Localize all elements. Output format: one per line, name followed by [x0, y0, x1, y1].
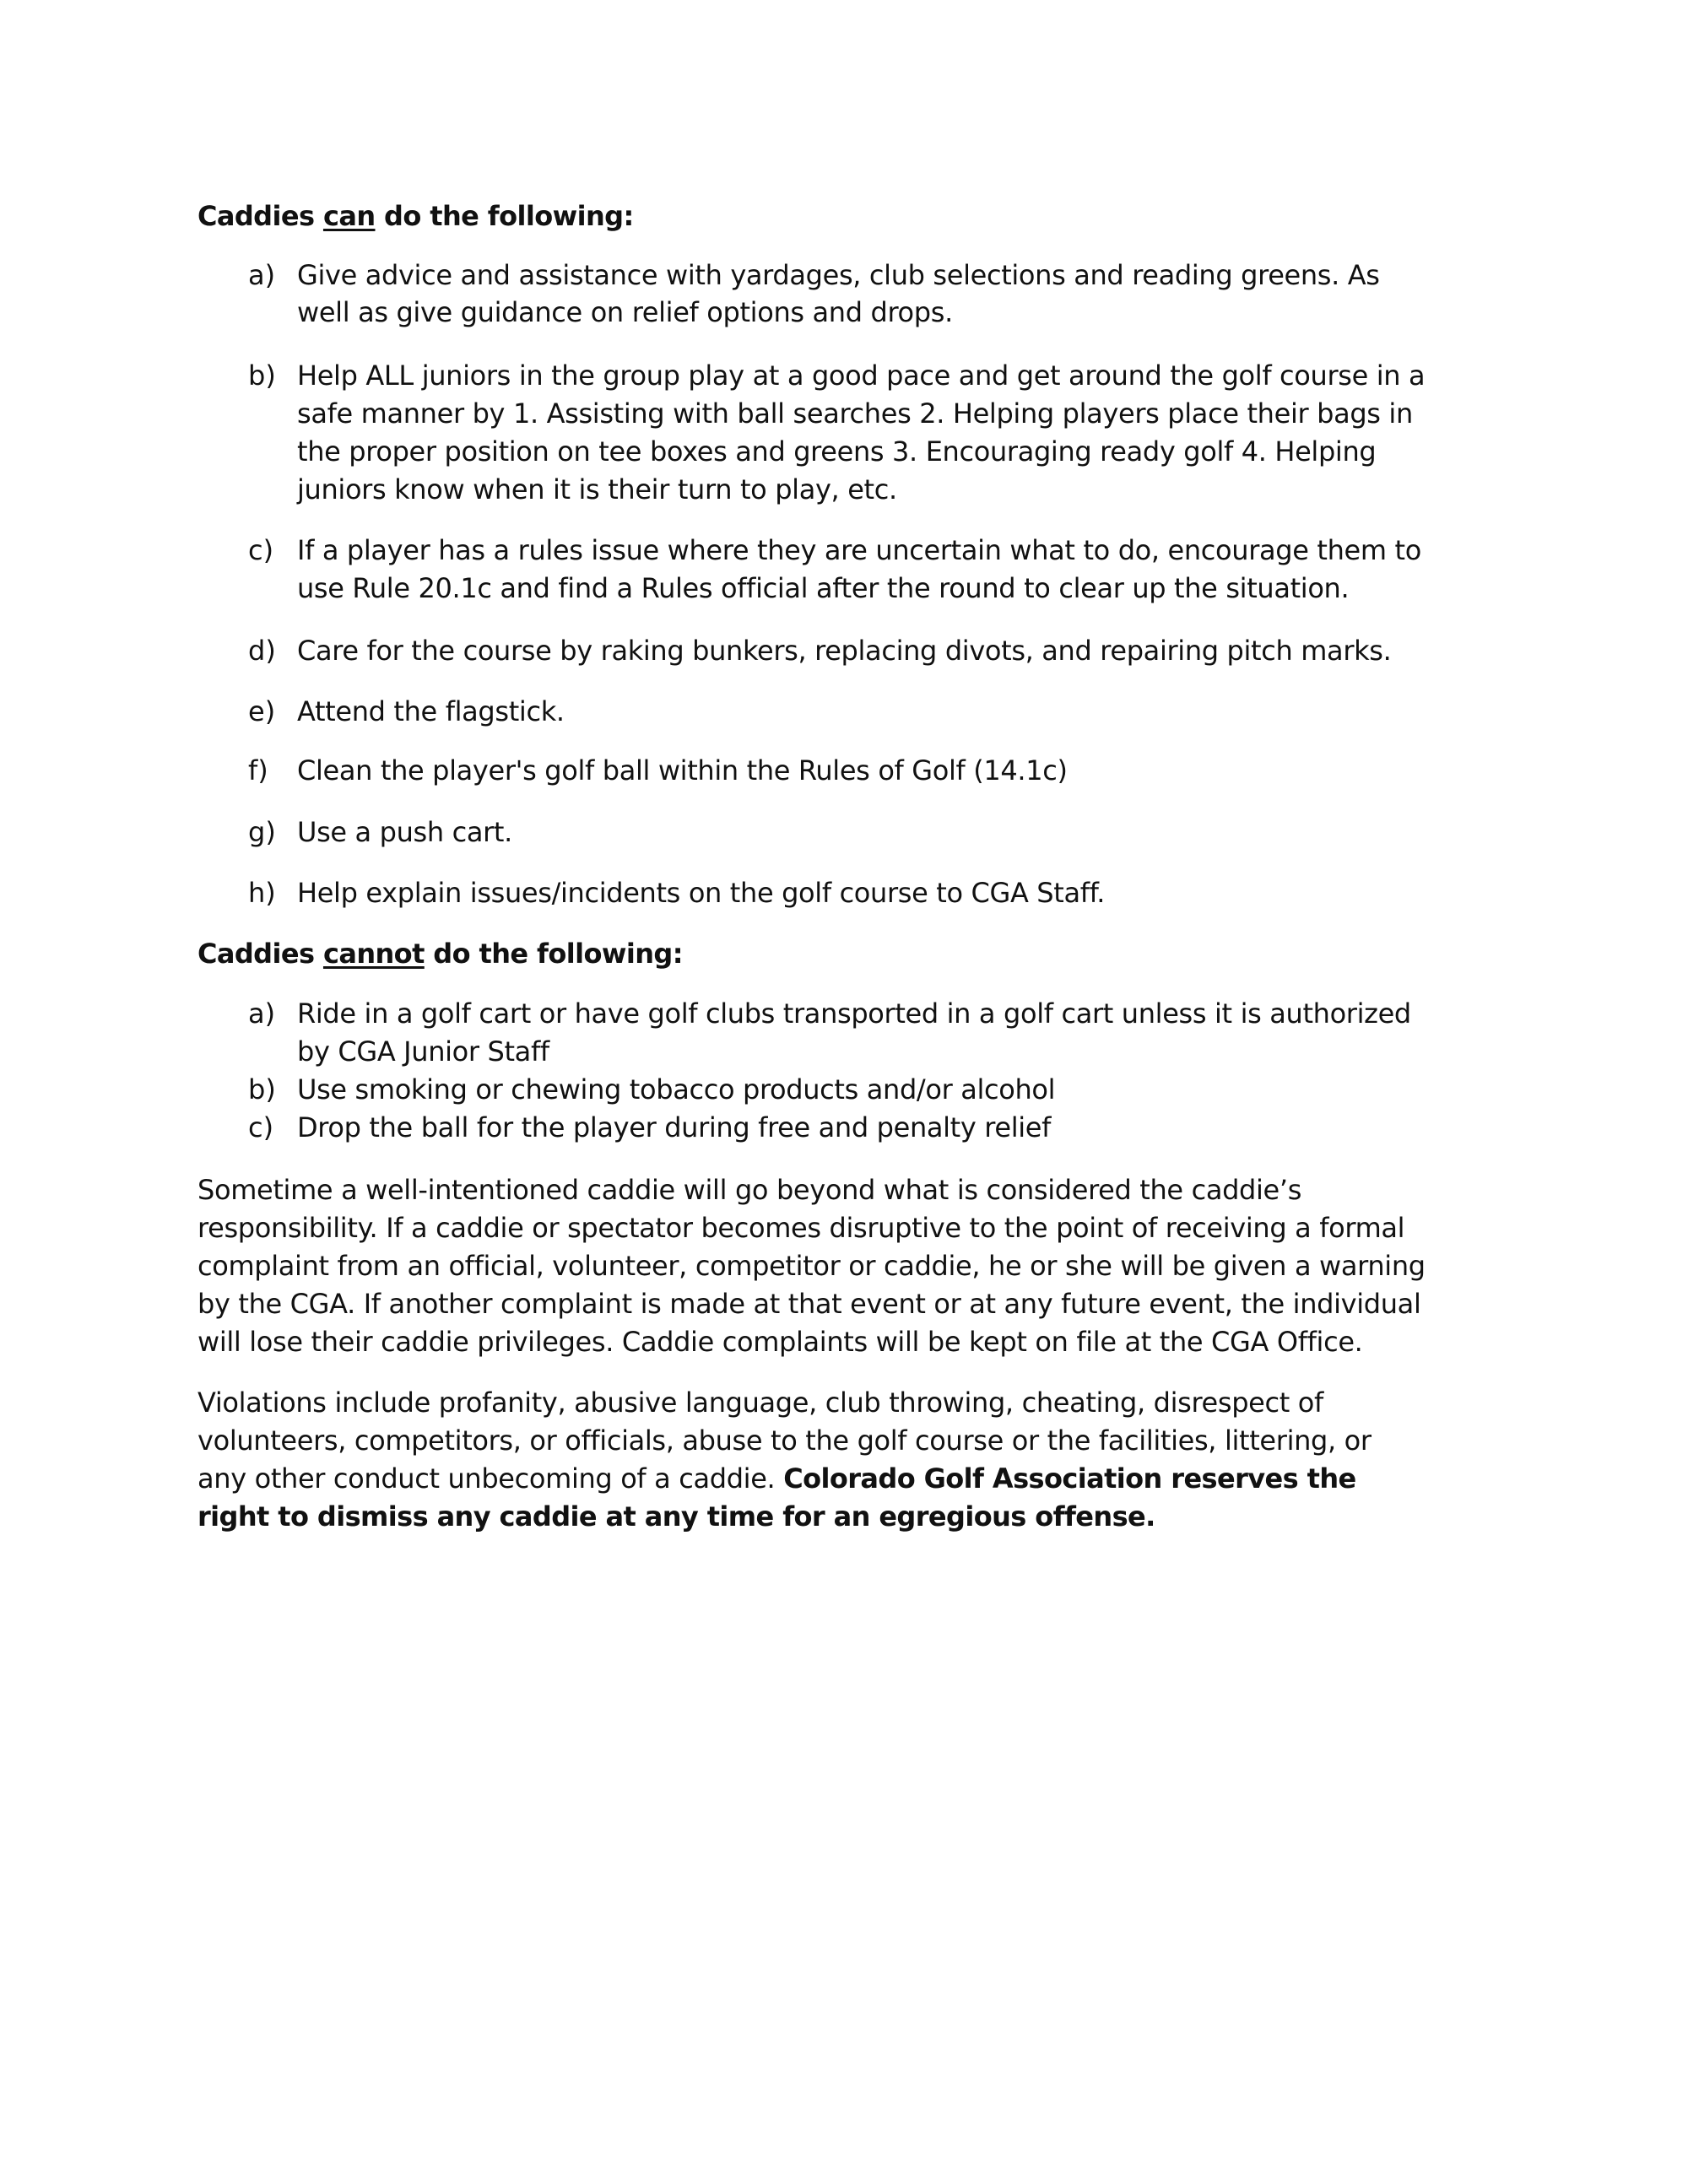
can-section-heading [197, 197, 634, 235]
list-item-line: juniors know when it is their turn to play, etc. [297, 473, 897, 505]
list-item-line: Help ALL juniors in the group play at a good pace and get around the golf course in a [297, 359, 1426, 392]
list-marker: e) [248, 695, 276, 727]
list-item-line: Ride in a golf cart or have golf clubs transported in a golf cart unless it is authorized [297, 997, 1411, 1030]
list-marker: c) [248, 1111, 274, 1143]
heading-emphasis-cannot: cannot [322, 938, 425, 970]
list-item-line: use Rule 20.1c and find a Rules official after the round to clear up the situation. [297, 572, 1350, 604]
cga-reserves-right-statement: Colorado Golf Association reserves the [783, 1462, 1356, 1495]
list-item-line: the proper position on tee boxes and greens 3. Encouraging ready golf 4. Helping [297, 435, 1377, 468]
list-marker: b) [248, 359, 276, 392]
list-marker: f) [248, 754, 268, 787]
list-marker: a) [248, 997, 276, 1030]
list-marker: d) [248, 635, 276, 667]
list-item-line: Use smoking or chewing tobacco products and/or alcohol [297, 1073, 1056, 1106]
paragraph-responsibility-line: responsibility. If a caddie or spectator becomes disruptive to the point of receiving a formal [197, 1212, 1405, 1244]
list-item-line: Give advice and assistance with yardages, club selections and reading greens. As [297, 259, 1380, 291]
list-item-line: Drop the ball for the player during free and penalty relief [297, 1111, 1052, 1143]
heading-emphasis-can: can [322, 200, 376, 232]
heading-text: Caddies [197, 938, 323, 970]
violations-text: any other conduct unbecoming of a caddie. [197, 1462, 784, 1495]
list-item-line: Clean the player's golf ball within the Rules of Golf (14.1c) [297, 754, 1068, 787]
paragraph-responsibility-line: Sometime a well-intentioned caddie will go beyond what is considered the caddie’s [197, 1174, 1302, 1206]
list-item-line: by CGA Junior Staff [297, 1035, 549, 1068]
heading-text: Caddies [197, 200, 323, 232]
list-marker: h) [248, 877, 276, 909]
cga-reserves-right-statement: right to dismiss any caddie at any time for an egregious offense. [197, 1500, 1155, 1533]
list-item-line: safe manner by 1. Assisting with ball searches 2. Helping players place their bags in [297, 397, 1413, 430]
list-item-line: Help explain issues/incidents on the golf course to CGA Staff. [297, 877, 1106, 909]
list-item-line: Care for the course by raking bunkers, replacing divots, and repairing pitch marks. [297, 635, 1392, 667]
paragraph-responsibility-line: will lose their caddie privileges. Caddie complaints will be kept on file at the CGA Office. [197, 1326, 1363, 1358]
paragraph-violations-line [197, 1460, 1356, 1498]
list-marker: a) [248, 259, 276, 291]
paragraph-violations-line: Violations include profanity, abusive language, club throwing, cheating, disrespect of [197, 1387, 1323, 1419]
heading-text: do the following: [424, 938, 683, 970]
paragraph-violations-line: volunteers, competitors, or officials, abuse to the golf course or the facilities, littering, or [197, 1424, 1372, 1457]
list-marker: b) [248, 1073, 276, 1106]
list-item-line: Attend the flagstick. [297, 695, 565, 727]
cannot-section-heading [197, 935, 683, 973]
paragraph-responsibility-line: complaint from an official, volunteer, competitor or caddie, he or she will be given a warning [197, 1250, 1426, 1282]
paragraph-responsibility-line: by the CGA. If another complaint is made at that event or at any future event, the individual [197, 1288, 1421, 1320]
heading-text: do the following: [375, 200, 634, 232]
list-marker: c) [248, 534, 274, 566]
list-marker: g) [248, 816, 276, 848]
list-item-line: well as give guidance on relief options and drops. [297, 296, 953, 328]
list-item-line: Use a push cart. [297, 816, 512, 848]
list-item-line: If a player has a rules issue where they are uncertain what to do, encourage them to [297, 534, 1421, 566]
